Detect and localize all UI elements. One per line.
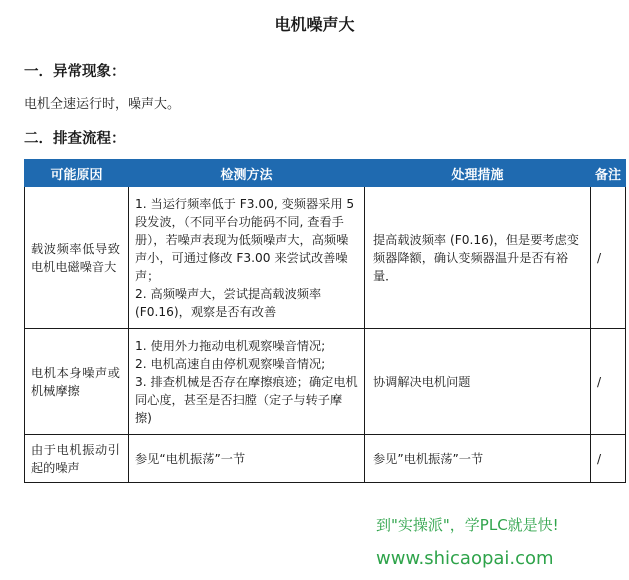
cell-note: / <box>591 329 626 435</box>
header-detection-method: 检测方法 <box>129 160 365 187</box>
table-header-row <box>25 160 626 187</box>
header-remark: 备注 <box>591 160 626 187</box>
method-line: 1. 当运行频率低于 F3.00, 变频器采用 5 段发波，（不同平台功能码不同, 查看手册），若噪声表现为低频噪声大，高频噪声小，可通过修改 F3.00 来尝试改善噪声； <box>135 196 355 283</box>
method-line: 2. 高频噪声大，尝试提高载波频率 (F0.16)，观察是否有改善 <box>135 286 322 319</box>
document-title: 电机噪声大 <box>274 15 355 34</box>
cell-note: / <box>591 435 626 483</box>
watermark-url: www.shicaopai.com <box>376 548 554 569</box>
cell-cause: 电机本身噪声或机械摩擦 <box>25 329 129 435</box>
table-row <box>25 187 626 329</box>
header-countermeasure: 处理措施 <box>365 160 591 187</box>
table-row <box>25 329 626 435</box>
cell-cause: 载波频率低导致电机电磁噪音大 <box>25 187 129 329</box>
cell-method <box>129 187 365 329</box>
cell-cause: 由于电机振动引起的噪声 <box>25 435 129 483</box>
symptom-text: 电机全速运行时，噪声大。 <box>24 97 181 112</box>
cell-method <box>129 329 365 435</box>
method-line: 1. 使用外力拖动电机观察噪音情况; <box>135 338 326 353</box>
cell-measure: 参见”电机振荡”一节 <box>365 435 591 483</box>
watermark-slogan: 到"实操派"，学PLC就是快! <box>376 516 559 534</box>
method-line: 3. 排查机械是否存在摩擦痕迹；确定电机同心度，甚至是否扫膛（定子与转子摩擦) <box>135 374 358 425</box>
header-possible-cause: 可能原因 <box>25 160 129 187</box>
cell-measure: 协调解决电机问题 <box>365 329 591 435</box>
method-line: 2. 电机高速自由停机观察噪音情况; <box>135 356 326 371</box>
cell-measure: 提高载波频率 (F0.16)，但是要考虑变频器降额，确认变频器温升是否有裕量． <box>365 187 591 329</box>
method-line: 参见“电机振荡”一节 <box>135 451 246 466</box>
cell-note: / <box>591 187 626 329</box>
section-heading-procedure: 二．排查流程： <box>24 131 126 147</box>
cell-method <box>129 435 365 483</box>
troubleshooting-table <box>24 159 626 483</box>
section-heading-symptom: 一．异常现象： <box>24 64 126 80</box>
table-row <box>25 435 626 483</box>
